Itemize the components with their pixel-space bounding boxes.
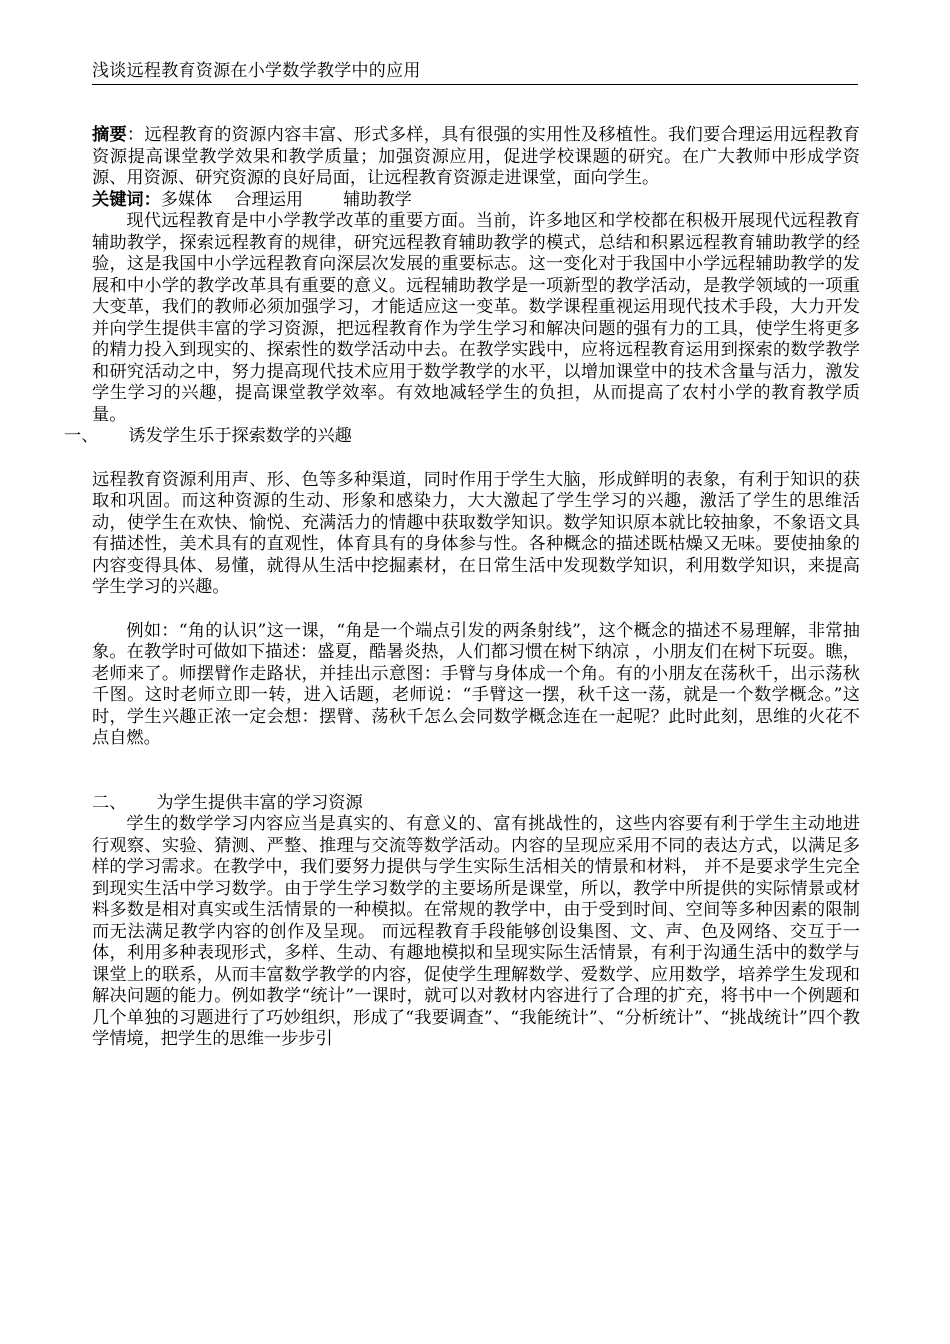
section-heading xyxy=(92,793,860,815)
abstract-label: 摘要 xyxy=(92,125,127,145)
document-body xyxy=(64,125,860,1051)
document-title: 浅谈远程教育资源在小学数学教学中的应用 xyxy=(92,61,421,81)
section-number: 一、 xyxy=(64,426,99,446)
section-paragraph: 远程教育资源利用声、形、色等多种渠道，同时作用于学生大脑，形成鲜明的表象，有利于知识的获取和巩固。而这种资源的生动、形象和感染力，大大激起了学生学习的兴趣，激活了学生的思维活动，使学生在欢快、愉悦、充满活力的情趣中获取数学知识。数学知识原本就比较抽象，不象语文具有描述性，美术具有的直观性，体育具有的身体参与性。各种概念的描述既枯燥又无味。要使抽象的内容变得具体、易懂，就得从生活中挖掘素材，在日常生活中发现数学知识，利用数学知识，来提高学生学习的兴趣。 xyxy=(92,469,860,597)
section-paragraph: 例如：“角的认识”这一课，“角是一个端点引发的两条射线”，这个概念的描述不易理解，非常抽象。在教学时可做如下描述：盛夏，酷暑炎热，人们都习惯在树下纳凉 ，小朋友们在树下玩耍。瞧，老师来了。师摆臂作走路状，并挂出示意图：手臂与身体成一个角。有的小朋友在荡秋千，出示荡秋千图。这时老师立即一转，进入话题，老师说：“手臂这一摆，秋千这一荡，就是一个数学概念。”这时，学生兴趣正浓一定会想：摆臂、荡秋千怎么会同数学概念连在一起呢？此时此刻，思维的火花不点自燃。 xyxy=(92,620,860,748)
intro-paragraph: 现代远程教育是中小学教学改革的重要方面。当前，许多地区和学校都在积极开展现代远程教育辅助教学，探索远程教育的规律，研究远程教育辅助教学的模式，总结和积累远程教育辅助教学的经验，这是我国中小学远程教育向深层次发展的重要标志。这一变化对于我国中小学远程辅助教学的发展和中小学的教学改革具有重要的意义。远程辅助教学是一项新型的教学活动，是教学领域的一项重大变革，我们的教师必须加强学习，才能适应这一变革。数学课程重视运用现代技术手段，大力开发并向学生提供丰富的学习资源，把远程教育作为学生学习和解决问题的强有力的工具，使学生将更多的精力投入到现实的、探索性的数学活动中去。在教学实践中，应将远程教育运用到探索的数学教学和研究活动之中，努力提高现代技术应用于数学教学的水平，以增加课堂中的技术含量与活力，激发学生学习的兴趣，提高课堂教学效率。有效地减轻学生的负担，从而提高了农村小学的教育教学质量。 xyxy=(92,211,860,425)
section-title: 为学生提供丰富的学习资源 xyxy=(156,792,363,813)
section-heading xyxy=(64,426,860,448)
spacer xyxy=(92,750,860,793)
section-paragraph: 学生的数学学习内容应当是真实的、有意义的、富有挑战性的，这些内容要有利于学生主动地进行观察、实验、猜测、严整、推理与交流等数学活动。内容的呈现应采用不同的表达方式，以满足多样的学习需求。在教学中，我们要努力提供与学生实际生活相关的情景和材料， 并不是要求学生完全到现实生活中学习数学。由于学生学习数学的主要场所是课堂，所以，教学中所提供的实际情景或材料多数是相对真实或生活情景的一种模拟。在常规的教学中，由于受到时间、空间等多种因素的限制而无法满足教学内容的创作及呈现。 而远程教育手段能够创设集图、文、声、色及网络、交互于一体，利用多种表现形式，多样、生动、有趣地模拟和呈现实际生活情景，有利于沟通生活中的数学与课堂上的联系，从而丰富数学教学的内容，促使学生理解数学、爱数学、应用数学，培养学生发现和解决问题的能力。例如教学“统计”一课时，就可以对教材内容进行了合理的扩充，将书中一个例题和几个单独的习题进行了巧妙组织，形成了“我要调查”、“我能统计”、“分析统计”、“挑战统计”四个教学情境，把学生的思维一步步引 xyxy=(92,814,860,1049)
keyword-item: 辅助教学 xyxy=(343,189,412,210)
keywords-label: 关键词： xyxy=(92,189,161,210)
keywords-line xyxy=(92,190,860,212)
keyword-item: 合理运用 xyxy=(234,189,304,210)
spacer xyxy=(92,599,860,621)
abstract-paragraph xyxy=(92,125,860,190)
keyword-item: 多媒体 xyxy=(160,189,213,210)
abstract-text: ：远程教育的资源内容丰富、形式多样，具有很强的实用性及移植性。我们要合理运用远程教育资源提高课堂教学效果和教学质量；加强资源应用，促进学校课题的研究。在广大教师中形成学资源、用资源、研究资源的良好局面，让远程教育资源走进课堂，面向学生。 xyxy=(92,125,860,188)
section-title: 诱发学生乐于探索数学的兴趣 xyxy=(128,426,352,446)
page-header xyxy=(92,60,858,85)
section-number: 二、 xyxy=(92,792,127,813)
spacer xyxy=(92,448,860,470)
